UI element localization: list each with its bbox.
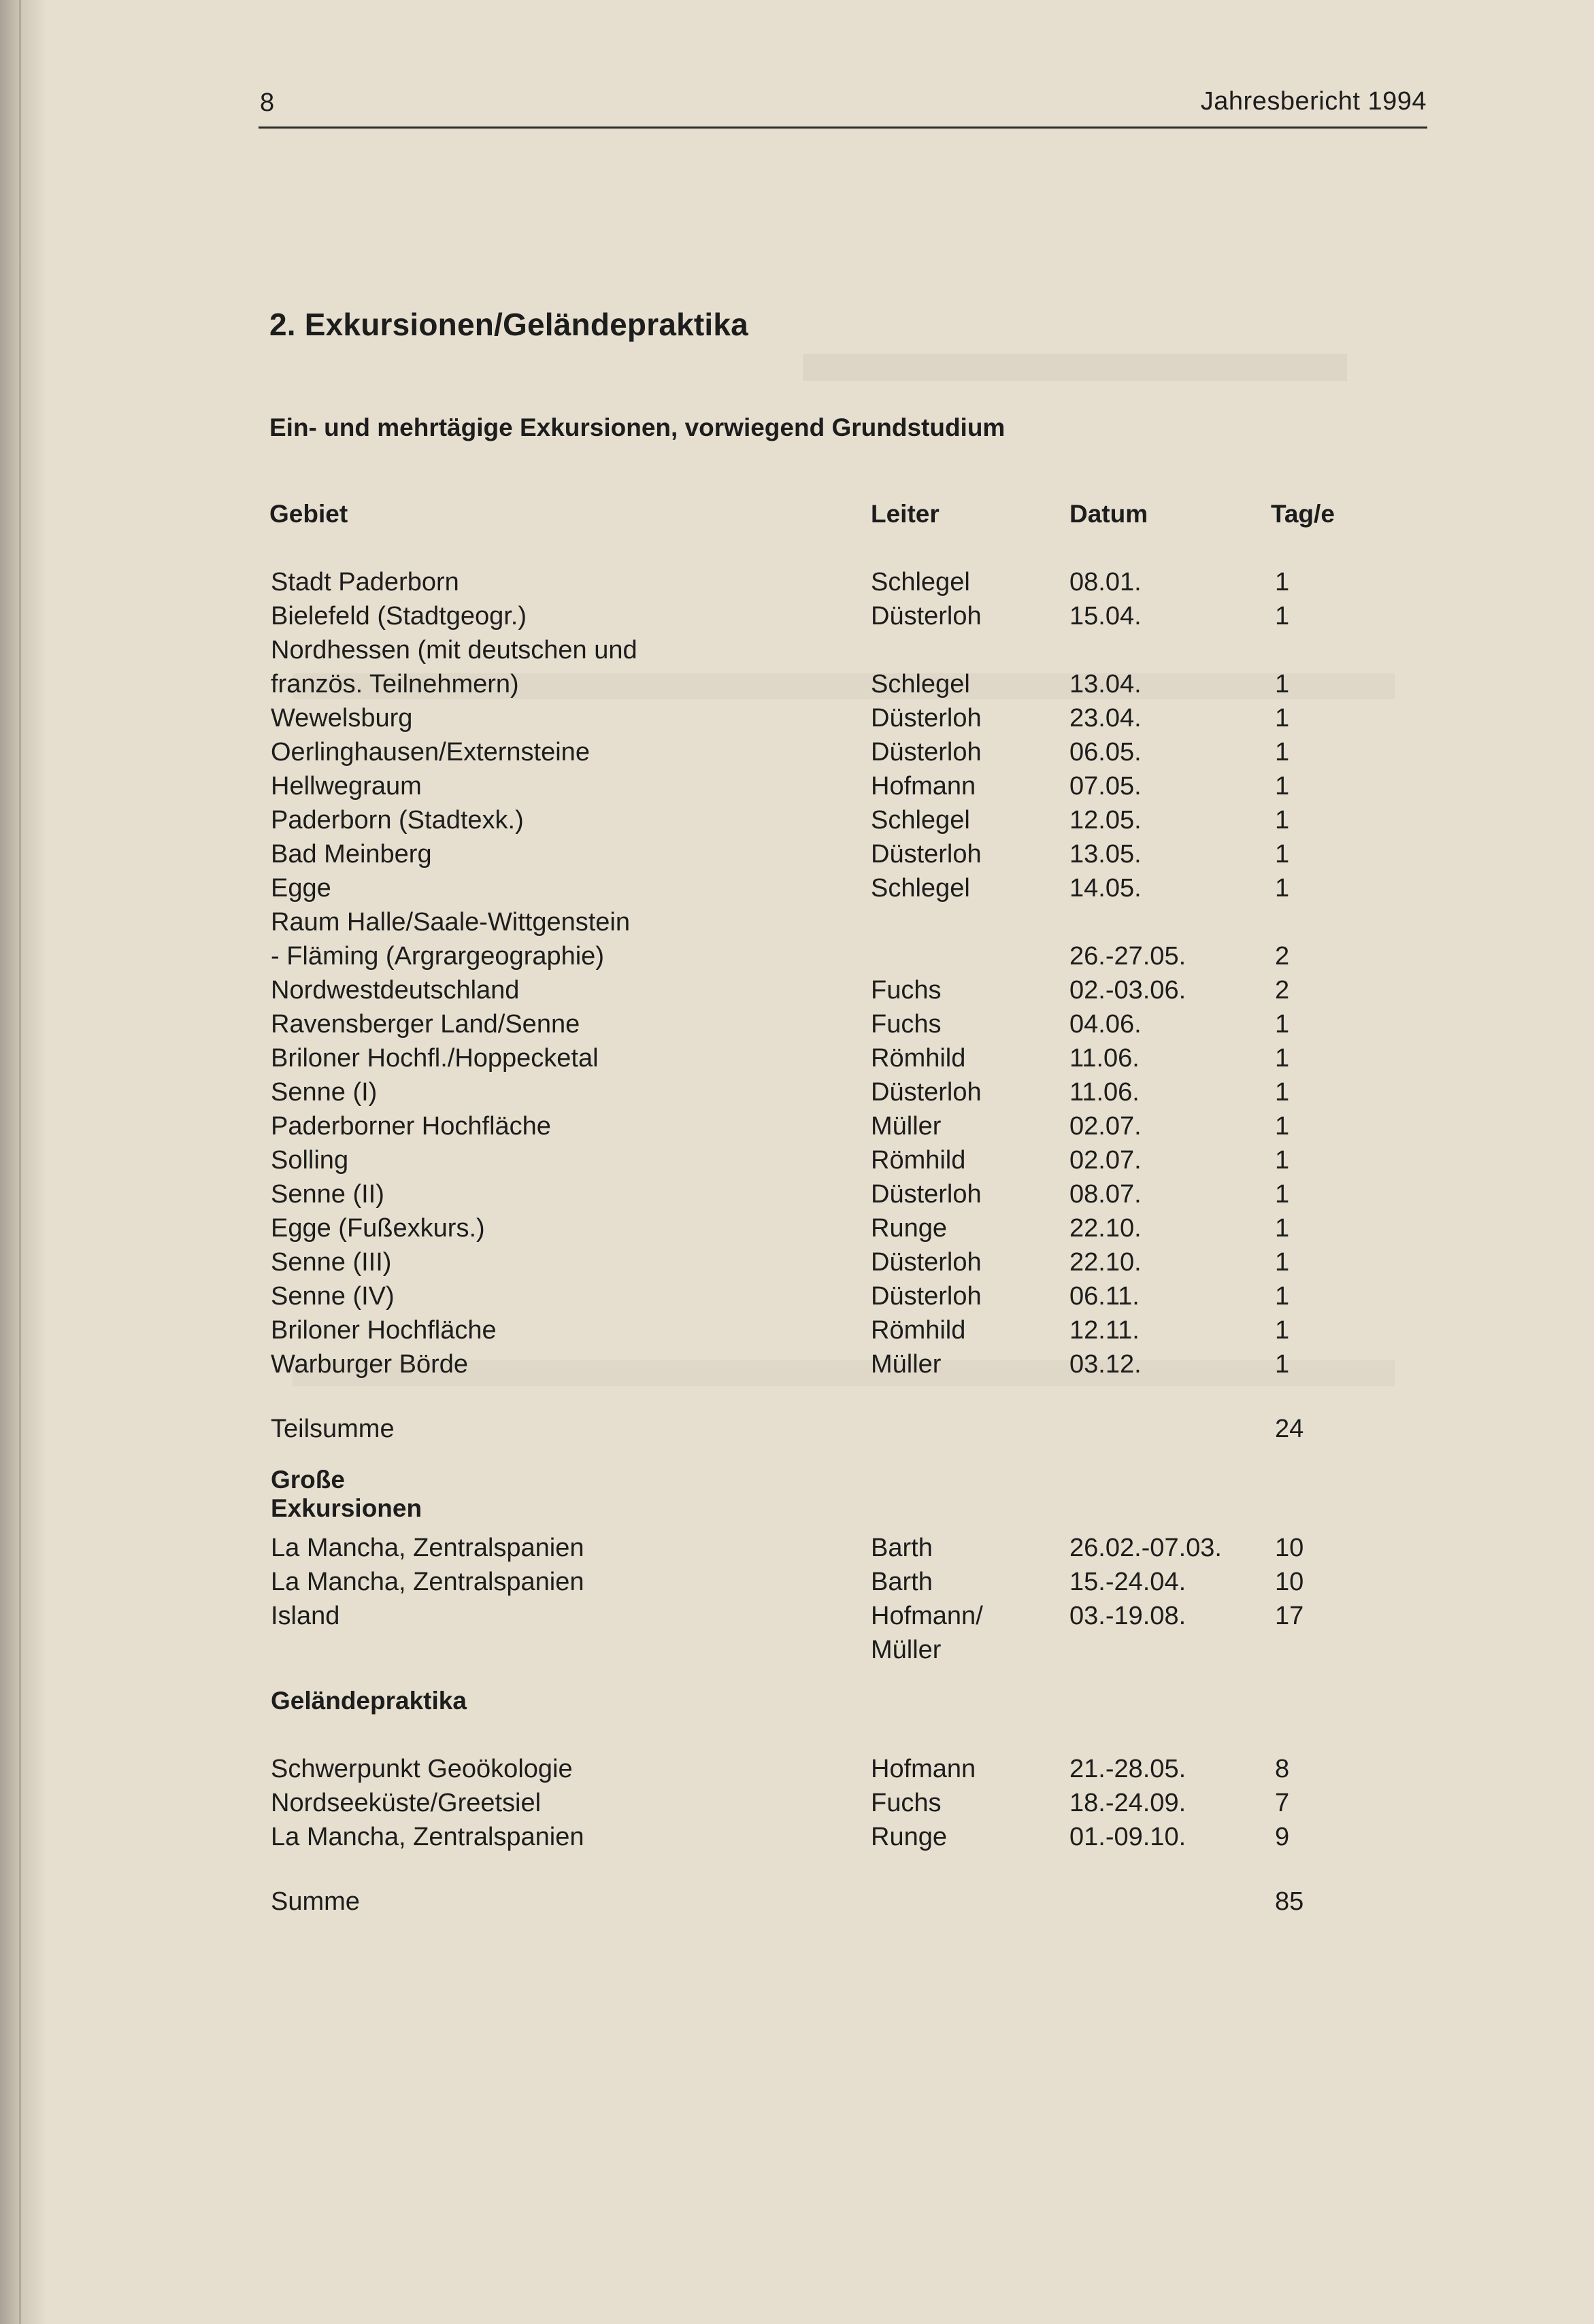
row-days: 1: [1275, 1010, 1290, 1039]
row-date: 26.-27.05.: [1069, 942, 1186, 971]
row-days: 1: [1275, 738, 1290, 767]
row-days: 2: [1275, 942, 1290, 971]
row-date: 12.05.: [1069, 806, 1142, 835]
row-leader: Runge: [871, 1823, 947, 1851]
row-days: 10: [1275, 1568, 1304, 1596]
row-date: 02.-03.06.: [1069, 976, 1186, 1005]
row-days: 1: [1275, 874, 1290, 903]
running-header-title: Jahresbericht 1994: [1200, 87, 1427, 116]
header-rule: [259, 127, 1427, 129]
row-days: 1: [1275, 568, 1290, 596]
total-label: Summe: [271, 1887, 360, 1916]
row-date: 06.11.: [1069, 1282, 1140, 1311]
subtotal-value: 24: [1275, 1415, 1304, 1443]
row-leader: Düsterloh: [871, 840, 982, 869]
row-days: 1: [1275, 1248, 1290, 1277]
row-area: Hellwegraum: [271, 772, 422, 801]
row-area: Senne (III): [271, 1248, 392, 1277]
row-days: 8: [1275, 1755, 1290, 1783]
row-leader: Düsterloh: [871, 602, 982, 630]
row-days: 1: [1275, 840, 1290, 869]
row-date: 22.10.: [1069, 1248, 1142, 1277]
row-leader: Düsterloh: [871, 738, 982, 767]
row-days: 9: [1275, 1823, 1290, 1851]
row-date: 22.10.: [1069, 1214, 1142, 1243]
row-days: 7: [1275, 1789, 1290, 1817]
page-edge-line: [19, 0, 21, 2324]
row-area: La Mancha, Zentralspanien: [271, 1534, 584, 1562]
row-date: 14.05.: [1069, 874, 1142, 903]
row-leader: Müller: [871, 1636, 942, 1664]
row-days: 1: [1275, 1078, 1290, 1107]
row-area: Egge: [271, 874, 331, 903]
row-leader: Düsterloh: [871, 1248, 982, 1277]
row-leader: Schlegel: [871, 670, 970, 698]
row-days: 1: [1275, 670, 1290, 698]
row-days: 1: [1275, 806, 1290, 835]
total-value: 85: [1275, 1887, 1304, 1916]
row-date: 26.02.-07.03.: [1069, 1534, 1222, 1562]
field-practicals-heading: Geländepraktika: [271, 1687, 467, 1715]
row-area: La Mancha, Zentralspanien: [271, 1823, 584, 1851]
row-date: 01.-09.10.: [1069, 1823, 1186, 1851]
row-leader: Fuchs: [871, 976, 942, 1005]
row-area: Wewelsburg: [271, 704, 413, 732]
row-area: La Mancha, Zentralspanien: [271, 1568, 584, 1596]
row-area: Senne (II): [271, 1180, 384, 1209]
row-days: 1: [1275, 1146, 1290, 1175]
row-date: 21.-28.05.: [1069, 1755, 1186, 1783]
subtotal-label: Teilsumme: [271, 1415, 395, 1443]
row-date: 11.06.: [1069, 1044, 1140, 1073]
row-days: 1: [1275, 704, 1290, 732]
row-area: Briloner Hochfläche: [271, 1316, 497, 1345]
row-area: französ. Teilnehmern): [271, 670, 519, 698]
row-date: 18.-24.09.: [1069, 1789, 1186, 1817]
row-leader: Düsterloh: [871, 1282, 982, 1311]
column-header-date: Datum: [1069, 500, 1148, 528]
row-area: Paderborner Hochfläche: [271, 1112, 551, 1141]
row-area: Ravensberger Land/Senne: [271, 1010, 580, 1039]
row-date: 07.05.: [1069, 772, 1142, 801]
row-date: 08.07.: [1069, 1180, 1142, 1209]
row-leader: Düsterloh: [871, 1180, 982, 1209]
row-leader: Römhild: [871, 1316, 966, 1345]
row-area: - Fläming (Argrargeographie): [271, 942, 604, 971]
row-days: 2: [1275, 976, 1290, 1005]
row-leader: Müller: [871, 1350, 942, 1379]
row-area: Senne (I): [271, 1078, 378, 1107]
row-area: Schwerpunkt Geoökologie: [271, 1755, 573, 1783]
row-date: 13.05.: [1069, 840, 1142, 869]
row-area: Nordseeküste/Greetsiel: [271, 1789, 542, 1817]
row-leader: Römhild: [871, 1044, 966, 1073]
page-binding-shadow: [0, 0, 48, 2324]
row-leader: Düsterloh: [871, 1078, 982, 1107]
section-title: 2. Exkursionen/Geländepraktika: [269, 307, 748, 342]
column-header-leader: Leiter: [871, 500, 940, 528]
row-date: 13.04.: [1069, 670, 1142, 698]
row-leader: Hofmann/: [871, 1602, 983, 1630]
row-days: 1: [1275, 1214, 1290, 1243]
column-header-area: Gebiet: [269, 500, 348, 528]
row-date: 23.04.: [1069, 704, 1142, 732]
row-leader: Römhild: [871, 1146, 966, 1175]
row-leader: Hofmann: [871, 772, 976, 801]
row-area: Briloner Hochfl./Hoppecketal: [271, 1044, 599, 1073]
row-leader: Hofmann: [871, 1755, 976, 1783]
row-area: Nordwestdeutschland: [271, 976, 520, 1005]
row-date: 15.04.: [1069, 602, 1142, 630]
row-area: Bad Meinberg: [271, 840, 432, 869]
row-area: Solling: [271, 1146, 349, 1175]
show-through-band-1: [803, 354, 1347, 381]
row-leader: Schlegel: [871, 568, 970, 596]
row-area: Oerlinghausen/Externsteine: [271, 738, 590, 767]
row-area: Senne (IV): [271, 1282, 395, 1311]
row-area: Nordhessen (mit deutschen und: [271, 636, 637, 664]
row-days: 1: [1275, 1316, 1290, 1345]
row-leader: Düsterloh: [871, 704, 982, 732]
row-date: 04.06.: [1069, 1010, 1142, 1039]
row-area: Raum Halle/Saale-Wittgenstein: [271, 908, 631, 937]
page-number: 8: [260, 88, 275, 117]
row-date: 08.01.: [1069, 568, 1142, 596]
row-leader: Schlegel: [871, 874, 970, 903]
row-leader: Müller: [871, 1112, 942, 1141]
row-days: 10: [1275, 1534, 1304, 1562]
row-days: 1: [1275, 772, 1290, 801]
row-leader: Barth: [871, 1534, 933, 1562]
row-days: 1: [1275, 1044, 1290, 1073]
row-leader: Fuchs: [871, 1010, 942, 1039]
row-days: 1: [1275, 1350, 1290, 1379]
row-date: 06.05.: [1069, 738, 1142, 767]
row-days: 1: [1275, 1282, 1290, 1311]
row-area: Egge (Fußexkurs.): [271, 1214, 485, 1243]
row-date: 12.11.: [1069, 1316, 1140, 1345]
row-leader: Runge: [871, 1214, 947, 1243]
row-area: Island: [271, 1602, 340, 1630]
row-date: 11.06.: [1069, 1078, 1140, 1107]
large-excursions-heading: Große Exkursionen: [271, 1466, 422, 1522]
row-days: 1: [1275, 1180, 1290, 1209]
row-days: 17: [1275, 1602, 1304, 1630]
row-date: 02.07.: [1069, 1146, 1142, 1175]
row-date: 15.-24.04.: [1069, 1568, 1186, 1596]
row-date: 03.-19.08.: [1069, 1602, 1186, 1630]
row-leader: Barth: [871, 1568, 933, 1596]
row-days: 1: [1275, 1112, 1290, 1141]
row-days: 1: [1275, 602, 1290, 630]
row-area: Warburger Börde: [271, 1350, 469, 1379]
section-subtitle: Ein- und mehrtägige Exkursionen, vorwiegend Grundstudium: [269, 414, 1006, 441]
row-date: 03.12.: [1069, 1350, 1142, 1379]
row-date: 02.07.: [1069, 1112, 1142, 1141]
row-area: Bielefeld (Stadtgeogr.): [271, 602, 527, 630]
row-leader: Schlegel: [871, 806, 970, 835]
column-header-days: Tag/e: [1271, 500, 1335, 528]
row-area: Stadt Paderborn: [271, 568, 459, 596]
row-leader: Fuchs: [871, 1789, 942, 1817]
row-area: Paderborn (Stadtexk.): [271, 806, 524, 835]
